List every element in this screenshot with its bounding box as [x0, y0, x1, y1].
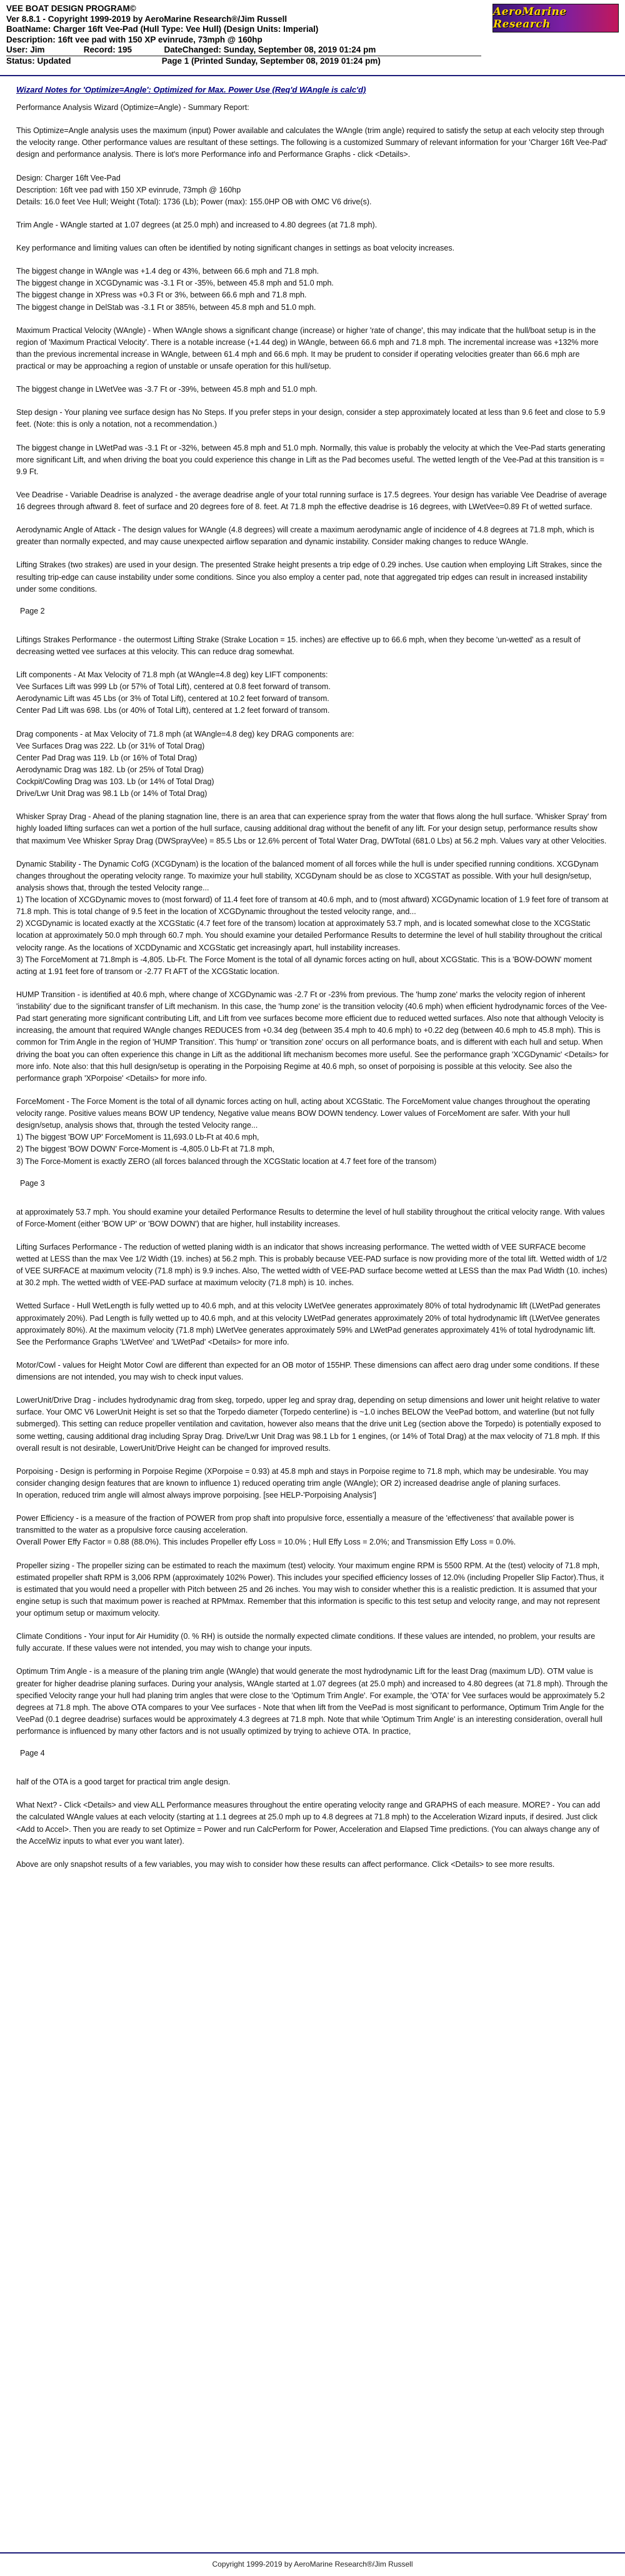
report-paragraph: Wetted Surface - Hull WetLength is fully wetted up to 40.6 mph, and at this velocity LWetVee generates approximately 80% of total hydrodynamic lift (LWetPad generates approximately 20%). Pad Length is fully wetted up to 40.6 mph, and at this velocity LWetPad generates approximately 20% of total hydrodynamic lift (LWetVee generates approximately 80%). At the maximum velocity (71.8 mph) LWetVee generates approximately 59% and LWetPad generates approximately 41% of total hydrodynamic lift. See the Performance Graphs 'LWetVee' and 'LWetPad' <Details> for more info. — [16, 1301, 601, 1346]
report-paragraph: Drag components - at Max Velocity of 71.8 mph (at WAngle=4.8 deg) key DRAG components are: Vee Surfaces Drag was 222. Lb (or 31% of Total Drag) Center Pad Drag was 119. Lb (or 16% of Total Drag) Aerodynamic Drag was 182. Lb (or 25% of Total Drag) Cockpit/Cowling Drag was 103. Lb (or 14% of Total Drag) Drive/Lwr Unit Drag was 98.1 Lb (or 14% of Total Drag) — [16, 729, 354, 798]
user-label: User: Jim — [6, 45, 45, 54]
report-paragraph: Key performance and limiting values can often be identified by noting significant changes in settings as boat velocity increases. — [16, 244, 455, 252]
report-paragraph: Performance Analysis Wizard (Optimize=Angle) - Summary Report: — [16, 103, 249, 112]
section-page-2 — [16, 634, 609, 1168]
report-paragraph: Liftings Strakes Performance - the outermost Lifting Strake (Strake Location = 15. inches) are effective up to 66.6 mph, when they become 'un-wetted' as a result of decreasing wetted vee surfaces at this velocity. This can reduce drag somewhat. — [16, 635, 581, 656]
aeromarine-logo — [492, 4, 619, 32]
boat-name: BoatName: Charger 16ft Vee-Pad (Hull Type: Vee Hull) (Design Units: Imperial) — [6, 24, 319, 34]
report-paragraph: Vee Deadrise - Variable Deadrise is analyzed - the average deadrise angle of your total running surface is 17.5 degrees. Your design has variable Vee Deadrise of average 16 degrees through aftward 8. feet of surface and 20 degrees fore of 8. feet. At 71.8 mph the effective deadrise is 16 degrees, with LWetVee=0.89 Ft of wetted surface. — [16, 490, 607, 511]
report-paragraph: LowerUnit/Drive Drag - includes hydrodynamic drag from skeg, torpedo, upper leg and spray drag, depending on setup dimensions and lower unit height relative to water surface. Your OMC V6 LowerUnit Height is set so that the Torpedo diameter (Torpedo centerline) is ~1.0 inches BELOW the VeePad bottom, and waterline (but not fully submerged). This setting can reduce propeller ventilation and cavitation, however also means that the drive unit Leg (section above the Torpedo) is potentially exposed to some wetting, causing additional drag including Spray Drag. Drive/Lwr Unit Drag was 98.1 Lb for 1 engines, (or 14% of Total Drag) at the max velocity of 71.8 mph. If this overall result is not desirable, LowerUnit/Drive Height can be changed for improved results. — [16, 1396, 601, 1453]
report-paragraph: at approximately 53.7 mph. You should examine your detailed Performance Results to determine the level of hull stability throughout the critical velocity range. With values of Force-Moment (either 'BOW UP' or 'BOW DOWN') that are higher, hull instability increases. — [16, 1207, 605, 1228]
report-paragraph: Lifting Surfaces Performance - The reduction of wetted planing width is an indicator that shows increasing performance. The wetted width of VEE SURFACE become wetted at LESS than the max Vee 1/2 Width (19. inches) at 56.2 mph. This is probably because VEE-PAD surface is now providing more of the total lift. Wetted width of 1/2 of VEE SURFACE at maximum velocity (71.8 mph) is 9.9 inches. Also, The wetted width of VEE-PAD surface become wetted at LESS than the max Pad Width (10. inches) at 30.2 mph. The wetted width of VEE-PAD surface at maximum velocity (71.8 mph) is 10. inches. — [16, 1242, 608, 1288]
report-paragraph: Propeller sizing - The propeller sizing can be estimated to reach the maximum (test) velocity. Your maximum engine RPM is 5500 RPM. At the (test) velocity of 71.8 mph, estimated propeller shaft RPM is 3,006 RPM (approximately 102% Power). This includes your specified efficiency losses of 12.0% (including Propeller Slip Factor).Thus, it is estimated that you would need a propeller with Pitch between 25 and 26 inches. You may wish to consider whether this is a realistic prediction. It is assumed that your engine setup is such that maximum power is reached at RPMmax. Remember that this information is specific to this test setup and velocity range, and may not represent your optimum setup or maximum velocity. — [16, 1561, 604, 1618]
program-title: VEE BOAT DESIGN PROGRAM© — [6, 4, 136, 13]
section-page-4 — [16, 1776, 609, 1871]
section-page-3 — [16, 1206, 609, 1738]
report-paragraph: The biggest change in LWetVee was -3.7 Ft or -39%, between 45.8 mph and 51.0 mph. — [16, 385, 318, 394]
report-paragraph: Whisker Spray Drag - Ahead of the planing stagnation line, there is an area that can experience spray from the water that flows along the hull surface. 'Whisker Spray' from highly loaded lifting surfaces can wet a portion of the hull surface, causing additional drag without the benefit of any lift. For your design setup, performance results show that maximum Vee Whisker Spray Drag (DWSprayVee) = 85.5 Lbs or 12.6% percent of Total Water Drag, DWTotal (681.0 Lbs) at 56.2 mph. Values vary at other Velocities. — [16, 812, 607, 845]
record-info-row — [6, 45, 481, 56]
report-paragraph: Climate Conditions - Your input for Air Humidity (0. % RH) is outside the normally expected climate conditions. If these values are intended, no problem, your results are fully accurate. If these values were not intended, you may wish to change your inputs. — [16, 1632, 596, 1653]
report-paragraph: Porpoising - Design is performing in Porpoise Regime (XPorpoise = 0.93) at 45.8 mph and stays in Porpoise regime to 71.8 mph, which may be undesirable. You may consider changing design features that are known to influence 1) reduced operating trim angle (WAngle); OR 2) increased deadrise angle of planing surfaces. In operation, reduced trim angle will almost always improve porpoising. [see HELP-'Porpoising Analysis'] — [16, 1466, 589, 1499]
report-paragraph: Optimum Trim Angle - is a measure of the planing trim angle (WAngle) that would generate the most hydrodynamic Lift for the least Drag (maximum L/D). OTM value is greater for higher deadrise planing surfaces. During your analysis, WAngle started at 1.07 degrees (at 25.0 mph) and increased to 4.80 degrees (at 71.8 mph). Through the specified Velocity range your hull had planing trim angles that were close to the 'Optimum Trim Angle'. For example, the 'OTA' for Vee surfaces would be approximately 5.2 degrees at 71.8 mph. The above OTA compares to your Vee surfaces - Note that when lift from the VeePad is most significant to performance, Optimum Trim Angle for the VeePad (0.1 degree deadrise) surfaces would be approximately 4.3 degrees at 71.8 mph. Note that while 'Optimum Trim Angle' is an interesting consideration, overall hull performance is influenced by many other factors and is not usually optimized by trying to achieve OTA. In practice, — [16, 1667, 608, 1736]
status-label: Status: Updated — [6, 56, 71, 66]
page-label: Page 1 (Printed Sunday, September 08, 2019 01:24 pm) — [161, 56, 381, 66]
report-paragraph: The biggest change in LWetPad was -3.1 Ft or -32%, between 45.8 mph and 51.0 mph. Normally, this value is probably the velocity at which the Vee-Pad starts generating more significant Lift, and when driving the boat you could experience this change in Lift as the Pad becomes useful. The wetted length of the Vee-Pad at this transition is = 9.9 Ft. — [16, 443, 606, 476]
section-page-1 — [16, 102, 609, 595]
report-paragraph: This Optimize=Angle analysis uses the maximum (input) Power available and calculates the WAngle (trim angle) required to satisfy the setup at each velocity step through the velocity range. Other performance values are resultant of these settings. The following is a customized Summary of relevant information for your 'Charger 16ft Vee-Pad' design and performance analysis. There is lot's more Performance info and Performance Graphs - click <Details>. — [16, 126, 608, 159]
boat-description: Description: 16ft vee pad with 150 XP evinrude, 73mph @ 160hp — [6, 34, 262, 44]
report-paragraph: half of the OTA is a good target for practical trim angle design. — [16, 1778, 231, 1787]
report-paragraph: Lift components - At Max Velocity of 71.8 mph (at WAngle=4.8 deg) key LIFT components: Vee Surfaces Lift was 999 Lb (or 57% of Total Lift), centered at 0.8 feet forward of transom. Aerodynamic Lift was 45 Lbs (or 3% of Total Lift), centered at 10.2 feet forward of transom. Center Pad Lift was 698. Lbs (or 40% of Total Lift), centered at 1.2 feet forward of transom. — [16, 670, 331, 715]
header-lines — [6, 4, 481, 66]
report-paragraph: HUMP Transition - is identified at 40.6 mph, where change of XCGDynamic was -2.7 Ft or -23% from previous. The 'hump zone' marks the velocity region of inherent 'instability' due to the significant transfer of Lift mechanism. In this case, the 'hump zone' is the transition velocity (40.6 mph) when efficient hydrodynamic forces of the Vee-Pad start generating more significant contributing Lift, and Lift from vee surfaces become more efficient due to reduced wetted surfaces. Also note that although Velocity is increasing, the amount that required WAngle changes REDUCES from +0.34 deg (between 35.4 mph to 40.6 mph) to +0.22 deg (between 40.6 mph to 45.8 mph). This is common for Trim Angle in the region of 'HUMP Transition'. This 'hump' or 'transition zone' occurs on all performance boats, and is different with each hull and setup. When driving the boat you can often experience this change in Lift as the additional lift mechanism becomes more useful. See the performance graph 'XCGDynamic' <Details> for more info. Note also: that this hull design/setup is operating in the Porpoising Regime at 40.6 mph, so onset of porpoising is possible at this velocity. See also the performance graph 'XPorpoise' <Details> for more info. — [16, 990, 609, 1083]
date-changed: DateChanged: Sunday, September 08, 2019 01:24 pm — [164, 45, 376, 54]
report-paragraph: Trim Angle - WAngle started at 1.07 degrees (at 25.0 mph) and increased to 4.80 degrees (at 71.8 mph). — [16, 220, 378, 229]
report-paragraph: Step design - Your planing vee surface design has No Steps. If you prefer steps in your design, consider a step approximately located at less than 9.6 feet and close to 5.9 feet. (Note: this is only a notation, not a recommendation.) — [16, 408, 606, 429]
page-4-label: Page 4 — [20, 1749, 45, 1758]
report-content — [0, 76, 625, 1871]
report-paragraph: Aerodynamic Angle of Attack - The design values for WAngle (4.8 degrees) will create a maximum aerodynamic angle of incidence of 4.8 degrees at 71.8 mph, which is greater than normally expected, and may cause unexpected airflow separation and dynamic instability. Consider making changes to reduce WAngle. — [16, 525, 594, 547]
page-2-label: Page 2 — [20, 606, 45, 615]
report-paragraph: What Next? - Click <Details> and view ALL Performance measures throughout the entire operating velocity range and GRAPHS of each measure. MORE? - You can add the calculated WAngle values at each velocity (starting at 1.1 degrees at 25.0 mph up to 4.8 degrees at 71.8 mph) to the Acceleration Wizard inputs, if desired. Just click <Add to Accel>. Then you are ready to set Optimize = Power and run CalcPerform for Power, Acceleration and Elapsed Time predictions. (You can always change any of the AccelWiz inputs to what ever you want later). — [16, 1801, 601, 1846]
status-row — [6, 56, 481, 67]
report-paragraph: Lifting Strakes (two strakes) are used in your design. The presented Strake height presents a trip edge of 0.29 inches. Use caution when employing Lift Strakes, since the resulting trip-edge can cause instability under some conditions. Since you also employ a center pad, note that aggregated trip edges can result in increased instability under some conditions. — [16, 560, 602, 594]
report-paragraph: Above are only snapshot results of a few variables, you may wish to consider how these results can affect performance. Click <Details> to see more results. — [16, 1859, 555, 1869]
page-3-label: Page 3 — [20, 1178, 45, 1188]
report-paragraph: ForceMoment - The Force Moment is the total of all dynamic forces acting on hull, acting about XCGStatic. The ForceMoment value changes throughout the operating velocity range. Positive values means BOW UP tendency, Negative value means BOW DOWN tendency. Lower values of ForceMoment are safer. With your hull design/setup, analysis shows that, through the tested Velocity range... 1) The biggest 'BOW UP' ForceMoment is 11,693.0 Lb-Ft at 40.6 mph, 2) The biggest 'BOW DOWN' Force-Moment is -4,805.0 Lb-Ft at 71.8 mph, 3) The Force-Moment is exactly ZERO (all forces balanced through the XCGStatic location at 4.7 feet fore of the transom) — [16, 1097, 591, 1166]
report-paragraph: Motor/Cowl - values for Height Motor Cowl are different than expected for an OB motor of 155HP. These dimensions can affect aero drag under some conditions. If these dimensions are not intended, you may wish to check input values. — [16, 1360, 599, 1381]
report-header — [0, 0, 625, 76]
program-version: Ver 8.8.1 - Copyright 1999-2019 by AeroMarine Research®/Jim Russell — [6, 14, 288, 24]
copyright-footer: Copyright 1999-2019 by AeroMarine Research®/Jim Russell — [0, 2552, 625, 2576]
report-paragraph: The biggest change in WAngle was +1.4 deg or 43%, between 66.6 mph and 71.8 mph. The biggest change in XCGDynamic was -3.1 Ft or -35%, between 45.8 mph and 51.0 mph. The biggest change in XPress was +0.3 Ft or 3%, between 66.6 mph and 71.8 mph. The biggest change in DelStab was -3.1 Ft or 385%, between 45.8 mph and 51.0 mph. — [16, 267, 334, 312]
wizard-title: Wizard Notes for 'Optimize=Angle': Optimized for Max. Power Use (Req'd WAngle is calc'd) — [16, 85, 366, 94]
report-paragraph: Power Efficiency - is a measure of the fraction of POWER from prop shaft into propulsive force, essentially a measure of the 'effectiveness' that available power is transmitted to the water as a propulsive force causing acceleration. Overall Power Effy Factor = 0.88 (88.0%). This includes Propeller effy Loss = 10.0% ; Hull Effy Loss = 2.0%; and Transmission Effy Loss = 0.0%. — [16, 1514, 574, 1547]
report-paragraph: Maximum Practical Velocity (WAngle) - When WAngle shows a significant change (increase) or higher 'rate of change', this may indicate that the hull/boat setup is in the region of 'Maximum Practical Velocity'. There is a notable increase (+1.44 deg) in WAngle, between 66.6 mph and 71.8 mph. The incremental increase was +132% more than the previous incremental increase in WAngle, between 61.4 mph and 66.6 mph. It may be prudent to consider if operating velocities greater than 66.6 mph are practical or may be approaching a region of unstable or unsafe operation for this hull/setup. — [16, 326, 599, 370]
record-label: Record: 195 — [83, 45, 132, 54]
report-paragraph: Design: Charger 16ft Vee-Pad Description: 16ft vee pad with 150 XP evinrude, 73mph @ 160hp Details: 16.0 feet Vee Hull; Weight (Total): 1736 (Lb); Power (max): 155.0HP OB with OMC V6 drive(s). — [16, 173, 372, 206]
report-paragraph: Dynamic Stability - The Dynamic CofG (XCGDynam) is the location of the balanced moment of all forces while the hull is under specified running conditions. XCGDynam changes throughout the operating velocity range. To maximize your hull stability, XCGDynam should be as close to XCGSTAT as possible. With your hull design/setup, analysis shows that, through the tested Velocity range... 1) The location of XCGDynamic moves to (most forward) of 11.4 feet fore of transom at 40.6 mph, and to (most aftward) XCGDynamic location of 1.9 feet fore of transom at 71.8 mph. This is total change of 9.5 feet in the location of XCGDynamic throughout the tested velocity range, and... 2) XCGDynamic is located exactly at the XCGStatic (4.7 feet fore of the transom) location at approximately 53.7 mph, and is located somewhat close to the XCGStatic location at approximately 50.0 mph through 60.7 mph. You should examine your detailed Performance Results to determine the level of hull stability throughout the critical velocity range. As the locations of XCDDynamic and XCGStatic get increasingly apart, hull instability increases. 3) The ForceMoment at 71.8mph is -4,805. Lb-Ft. The Force Moment is the total of all dynamic forces acting on hull, about XCGStatic. This is a 'BOW-DOWN' moment acting at 1.91 feet fore of transom or -2.77 Ft AFT of the XCGStatic location. — [16, 859, 609, 976]
logo-text: AeroMarine Research — [493, 6, 567, 31]
